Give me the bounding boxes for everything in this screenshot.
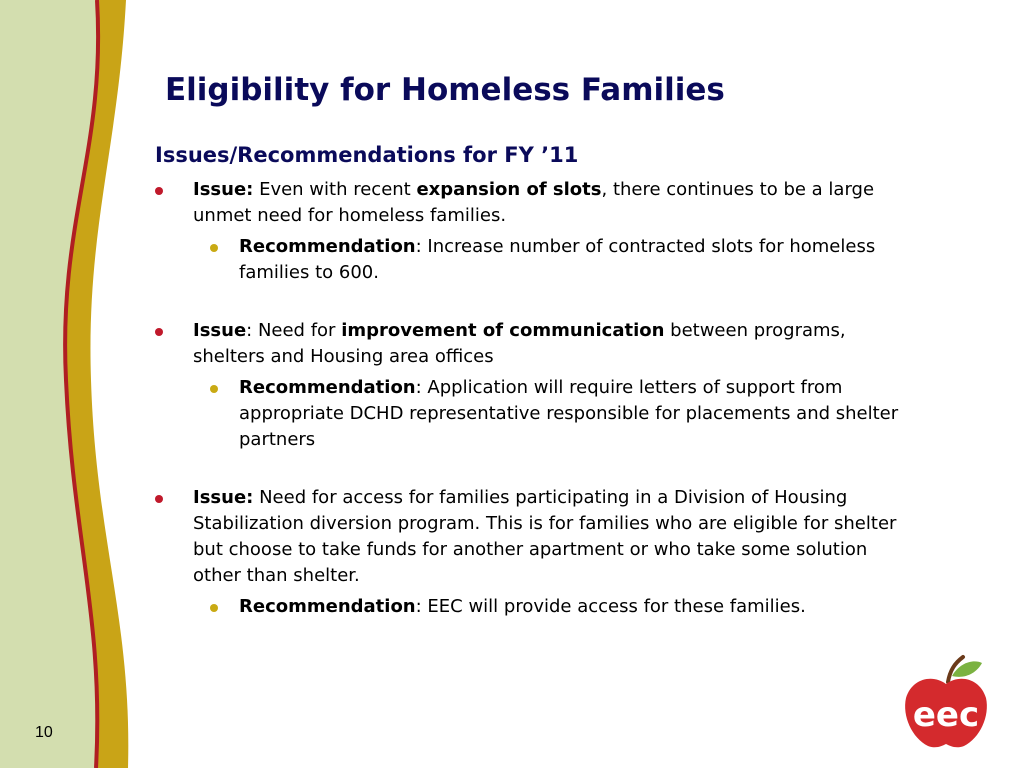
issue-item xyxy=(155,177,915,229)
bullet-icon xyxy=(155,328,163,336)
issue-label: Issue xyxy=(193,320,247,341)
logo-text: eec xyxy=(912,695,980,735)
slide-content xyxy=(155,177,915,620)
recommendation-text: : EEC will provide access for these families. xyxy=(415,596,806,617)
issue-item xyxy=(155,485,915,589)
bullet-icon xyxy=(155,187,163,195)
recommendation-item xyxy=(155,234,915,286)
issue-item xyxy=(155,318,915,370)
issue-text: Need for access for families participating in a Division of Housing Stabilization diversion program. This is for families who are eligible for shelter but choose to take funds for another apartment or who take some solution other than shelter. xyxy=(193,487,897,586)
issue-emphasis: expansion of slots xyxy=(416,179,602,200)
issue-text: Even with recent xyxy=(253,179,417,200)
issue-label: Issue: xyxy=(193,487,254,508)
apple-logo-icon xyxy=(898,654,994,750)
recommendation-item xyxy=(155,594,915,620)
recommendation-label: Recommendation xyxy=(239,596,416,617)
recommendation-label: Recommendation xyxy=(239,377,416,398)
slide-subtitle: Issues/Recommendations for FY ’11 xyxy=(155,143,579,167)
recommendation-item xyxy=(155,375,915,453)
issue-text: : Need for xyxy=(246,320,342,341)
sub-bullet-icon xyxy=(210,244,218,252)
recommendation-text: : Application will require letters of support from appropriate DCHD representative responsible for placements and shelter partners xyxy=(239,377,899,450)
sub-bullet-icon xyxy=(210,385,218,393)
issue-label: Issue: xyxy=(193,179,254,200)
issue-emphasis: improvement of communication xyxy=(341,320,665,341)
issue-text-end: between programs, shelters and Housing area offices xyxy=(193,320,846,367)
decorative-wave-band xyxy=(0,0,140,768)
page-number: 10 xyxy=(35,724,53,741)
recommendation-text: : Increase number of contracted slots for homeless families to 600. xyxy=(239,236,876,283)
slide-title: Eligibility for Homeless Families xyxy=(165,72,725,108)
sub-bullet-icon xyxy=(210,604,218,612)
recommendation-label: Recommendation xyxy=(239,236,416,257)
issue-text-end: , there continues to be a large unmet need for homeless families. xyxy=(193,179,875,226)
bullet-icon xyxy=(155,495,163,503)
